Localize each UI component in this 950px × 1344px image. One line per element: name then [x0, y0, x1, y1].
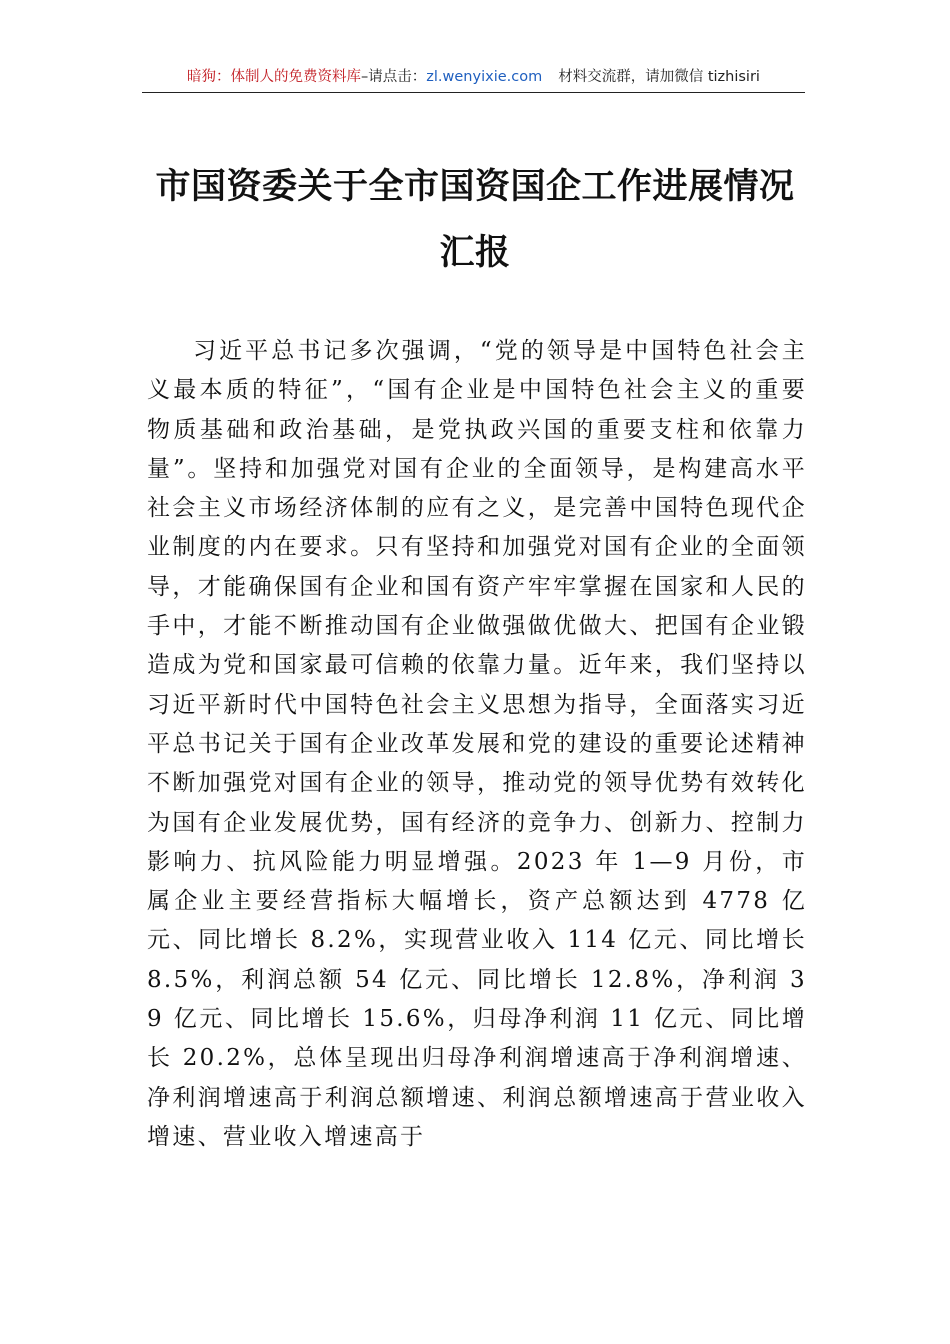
- document-title-line-2: 汇报: [439, 232, 511, 273]
- document-title-line-1: 市国资委关于全市国资国企工作进展情况: [155, 166, 795, 207]
- body-paragraph-1: 习近平总书记多次强调，“党的领导是中国特色社会主义最本质的特征”，“国有企业是中国特色社会主义的重要物质基础和政治基础，是党执政兴国的重要支柱和依靠力量”。坚持和加强党对国有企业的全面领导，是构建高水平社会主义市场经济体制的应有之义，是完善中国特色现代企业制度的内在要求。只有坚持和加强党对国有企业的全面领导，才能确保国有企业和国有资产牢牢掌握在国家和人民的手中，才能不断推动国有企业做强做优做大、把国有企业锻造成为党和国家最可信赖的依靠力量。近年来，我们坚持以习近平新时代中国特色社会主义思想为指导，全面落实习近平总书记关于国有企业改革发展和党的建设的重要论述精神不断加强党对国有企业的领导，推动党的领导优势有效转化为国有企业发展优势，国有经济的竞争力、创新力、控制力影响力、抗风险能力明显增强。2023 年 1—9 月份，市属企业主要经营指标大幅增长，资产总额达到 4778 亿元、同比增长 8.2%，实现营业收入 114 亿元、同比增长 8.5%，利润总额 54 亿元、同比增长 12.8%，净利润 39 亿元、同比增长 15.6%，归母净利润 11 亿元、同比增长 20.2%，总体呈现出归母净利润增速高于净利润增速、净利润增速高于利润总额增速、利润总额增速高于营业收入增速、营业收入增速高于: [147, 338, 807, 1150]
- header-site-label: 暗狗：体制人的免费资料库: [187, 69, 362, 85]
- header-click-prompt: –请点击：: [361, 69, 427, 85]
- header-group-note: 材料交流群，请加微信 tizhisiri: [558, 69, 760, 85]
- page-header: [142, 62, 805, 93]
- header-url-link[interactable]: zl.wenyixie.com: [426, 69, 543, 85]
